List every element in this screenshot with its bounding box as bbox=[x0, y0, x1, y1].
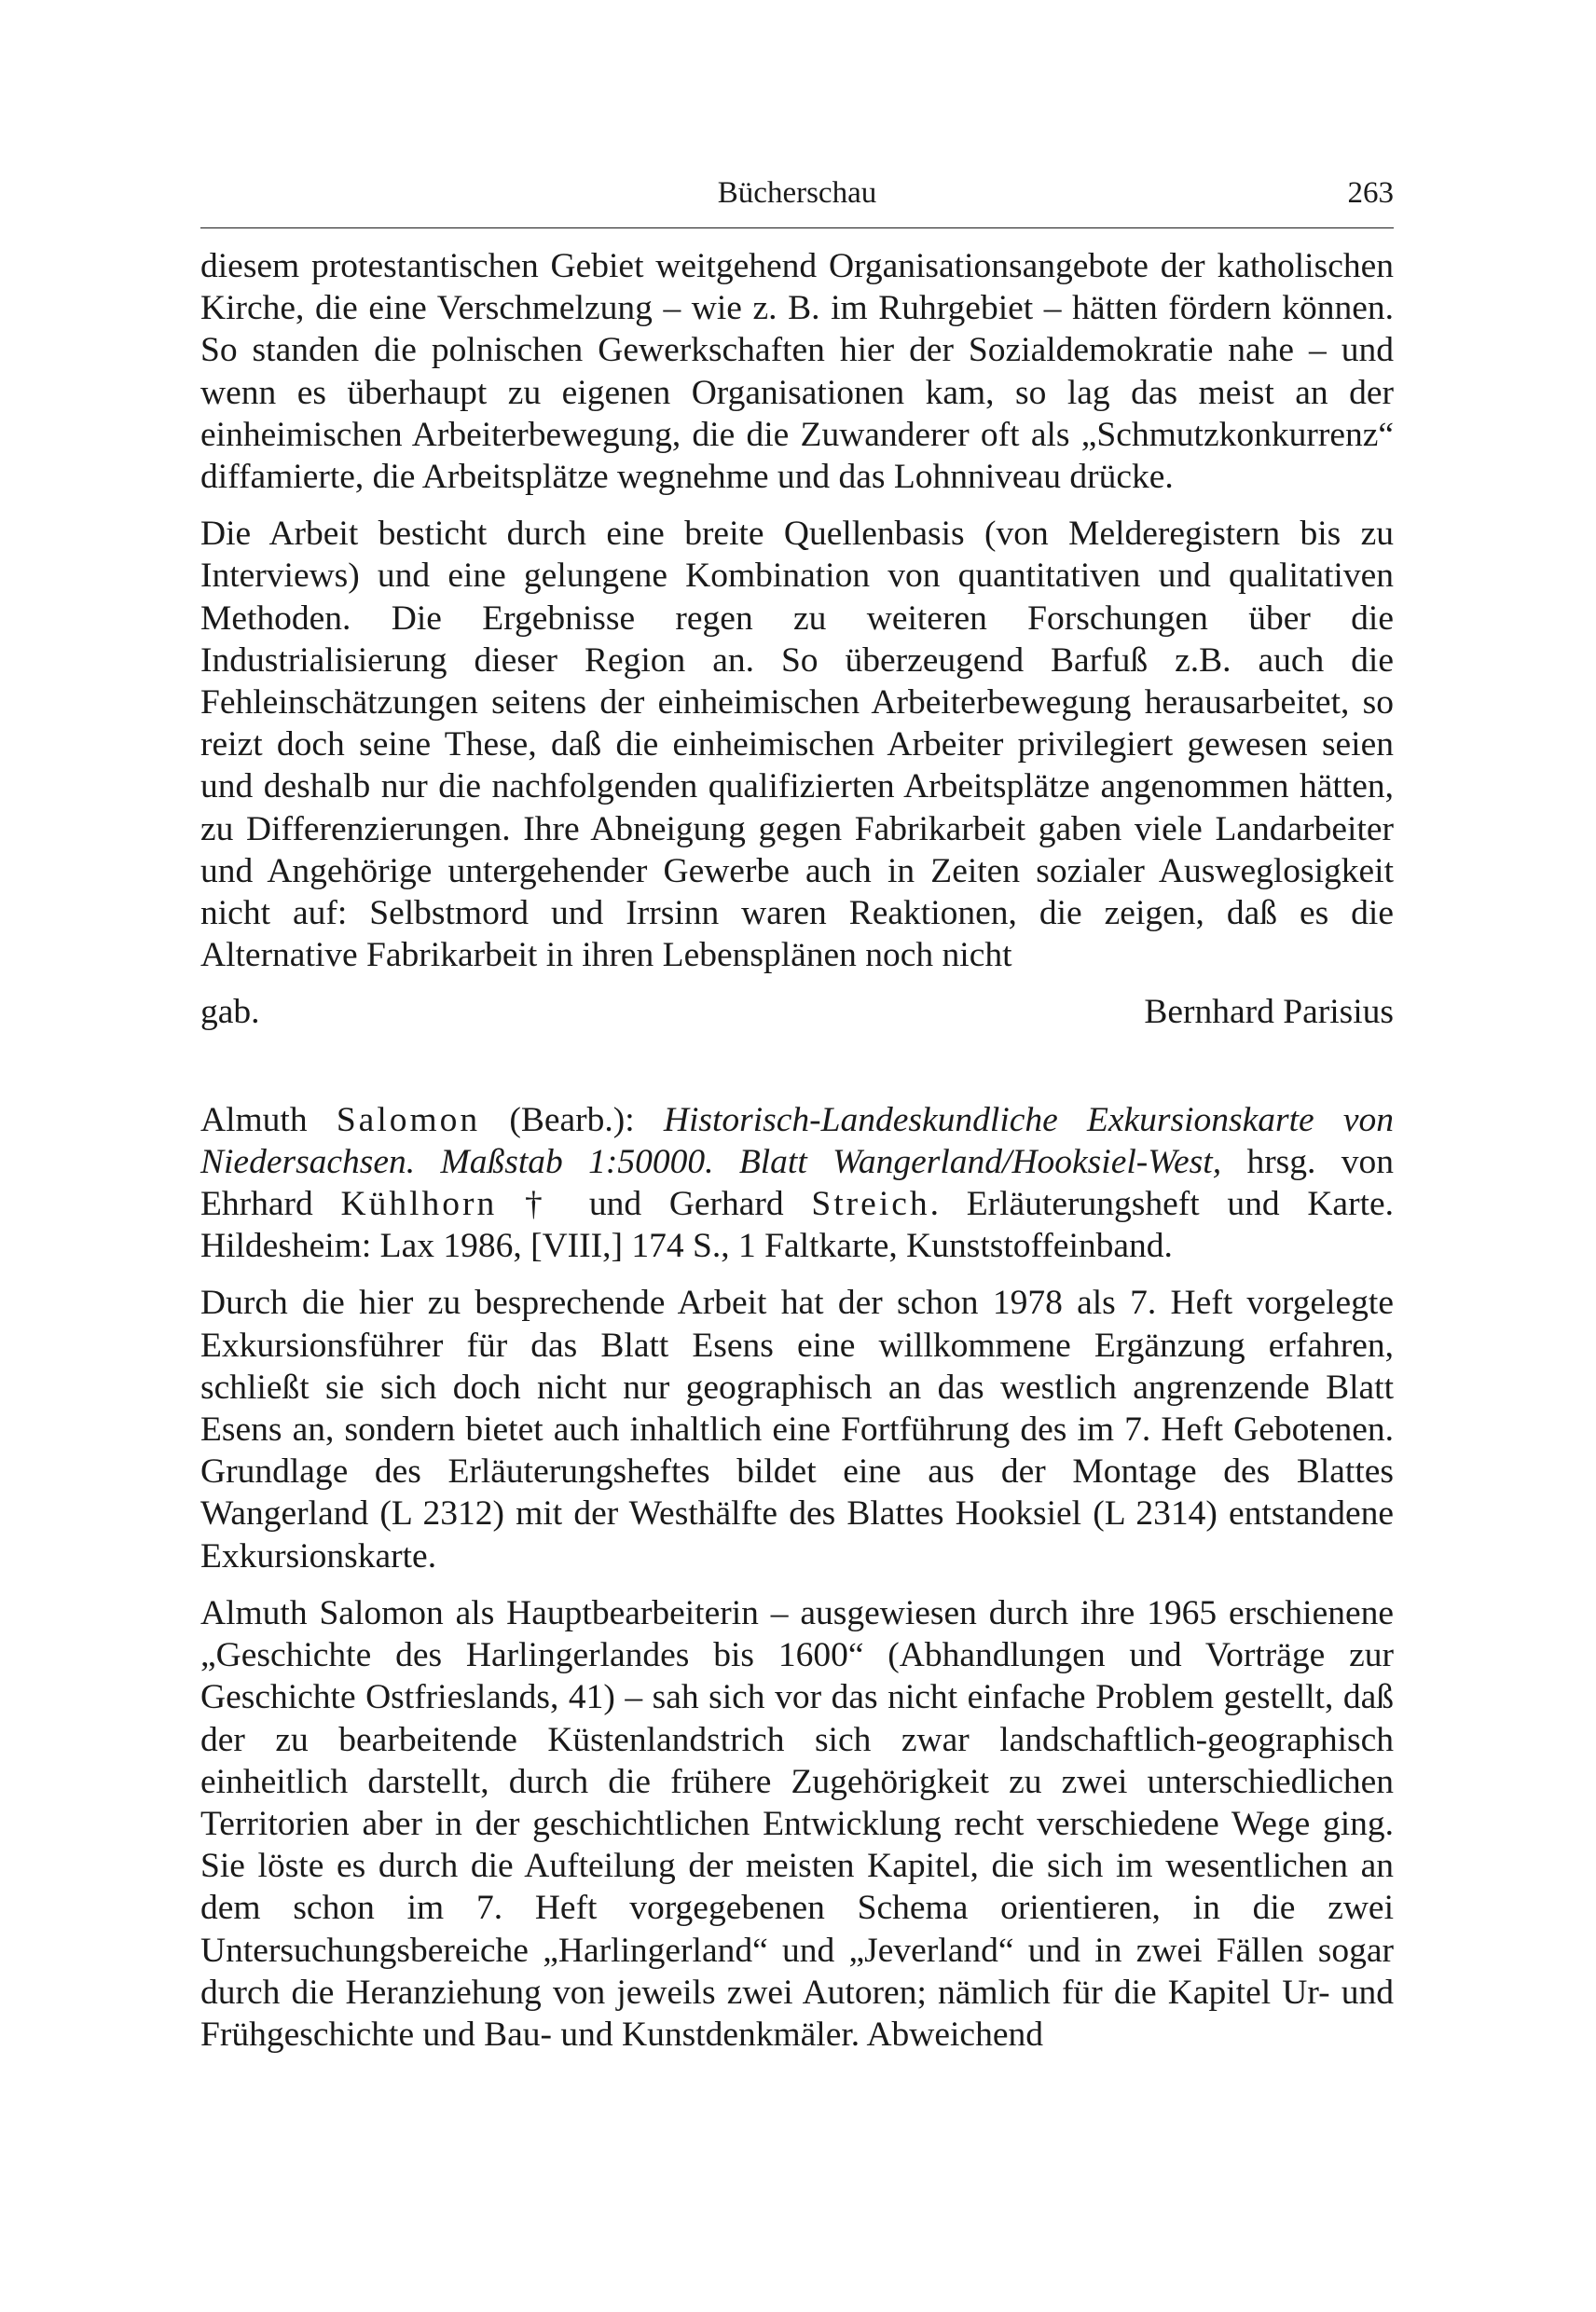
review1-paragraph-2 bbox=[200, 513, 1394, 976]
editors-mid: und Gerhard bbox=[588, 1185, 784, 1224]
author-last-name: Salomon bbox=[336, 1100, 481, 1139]
author-first-name: Almuth bbox=[200, 1100, 308, 1139]
running-title: Bücherschau bbox=[717, 176, 877, 210]
reviewer-name: Bernhard Parisius bbox=[1144, 993, 1394, 1032]
review2-paragraph-1: Durch die hier zu besprechende Arbeit hat der schon 1978 als 7. Heft vorgelegte Exkursionsführer für das Blatt Esens eine willkommene Ergänzung erfahren, schließt sie sich doch nicht nur geographisch an das westlich angrenzende Blatt Esens an, sondern bietet auch inhaltlich eine Fortführung des im 7. Heft Gebotenen. Grundlage des Erläuterungsheftes bildet eine aus der Montage des Blattes Wangerland (L 2312) mit der Westhälfte des Blattes Hooksiel (L 2314) entstandene Exkursionskarte. bbox=[200, 1284, 1394, 1576]
book-page bbox=[200, 168, 1394, 2056]
review1-paragraph-1: diesem protestantischen Gebiet weitgehend Organisationsangebote der katholischen Kirche, die eine Verschmelzung – wie z. B. im Ruhrgebiet – hätten fördern können. So standen die polnischen Gewerkschaften hier der Sozialdemokratie nahe – und wenn es überhaupt zu eigenen Organisationen kam, so lag das meist an der einheimischen Arbeiterbewegung, die die Zuwanderer oft als „Schmutzkonkurrenz“ diffamierte, die Arbeitsplätze wegnehme und das Lohnniveau drücke. bbox=[200, 247, 1394, 497]
page-number: 263 bbox=[1347, 176, 1394, 210]
header-rule bbox=[200, 227, 1394, 228]
section-gap bbox=[200, 1034, 1394, 1099]
author-role: (Bearb.): bbox=[509, 1100, 635, 1139]
publication-details: . Erläuterungsheft und Karte. Hildesheim: Lax 1986, [VIII,] 174 S., 1 Faltkarte, Kunststoffeinband. bbox=[200, 1185, 1395, 1266]
review1-last-word: gab. bbox=[200, 993, 260, 1032]
running-head bbox=[200, 168, 1394, 218]
editors-prefix: hrsg. von Ehrhard bbox=[200, 1142, 1394, 1224]
editor-1-deceased-mark: † bbox=[525, 1185, 562, 1224]
editor-1-last-name: Kühlhorn bbox=[340, 1185, 498, 1224]
bibliographic-entry bbox=[200, 1099, 1394, 1268]
book-title: Historisch-Landeskundliche Exkursionskarte von Niedersachsen. Maßstab 1:50000. Blatt Wangerland/Hooksiel-West, bbox=[200, 1100, 1395, 1181]
review1-signature-line bbox=[200, 991, 1394, 1033]
review1-paragraph-2-text: Die Arbeit besticht durch eine breite Quellenbasis (von Melderegistern bis zu Interviews) und eine gelungene Kombination von quantitativen und qualitativen Methoden. Die Ergebnisse regen zu weiteren Forschungen über die Industrialisierung dieser Region an. So überzeugend Barfuß z.B. auch die Fehleinschätzungen seitens der einheimischen Arbeiterbewegung herausarbeitet, so reizt doch seine These, daß die einheimischen Arbeiter privilegiert gewesen seien und deshalb nur die nachfolgenden qualifizierten Arbeitsplätze angenommen hätten, zu Differenzierungen. Ihre Abneigung gegen Fabrikarbeit gaben viele Landarbeiter und Angehörige untergehender Gewerbe auch in Zeiten sozialer Ausweglosigkeit nicht auf: Selbstmord und Irrsinn waren Reaktionen, die zeigen, daß es die Alternative Fabrikarbeit in ihren Lebensplänen noch nicht bbox=[200, 515, 1394, 975]
editor-2-last-name: Streich bbox=[811, 1185, 930, 1224]
review2-paragraph-2: Almuth Salomon als Hauptbearbeiterin – ausgewiesen durch ihre 1965 erschienene „Geschichte des Harlingerlandes bis 1600“ (Abhandlungen und Vorträge zur Geschichte Ostfrieslands, 41) – sah sich vor das nicht einfache Problem gestellt, daß der zu bearbeitende Küstenlandstrich sich zwar landschaftlich-geographisch einheitlich darstellt, durch die frühere Zugehörigkeit zu zwei unterschiedlichen Territorien aber in der geschichtlichen Entwicklung recht verschiedene Wege ging. Sie löste es durch die Aufteilung der meisten Kapitel, die sich im wesentlichen an dem schon im 7. Heft vorgegebenen Schema orientieren, in die zwei Untersuchungsbereiche „Harlingerland“ und „Jeverland“ und in zwei Fällen sogar durch die Heranziehung von jeweils zwei Autoren; nämlich für die Kapitel Ur- und Frühgeschichte und Bau- und Kunstdenkmäler. Abweichend bbox=[200, 1593, 1394, 2054]
